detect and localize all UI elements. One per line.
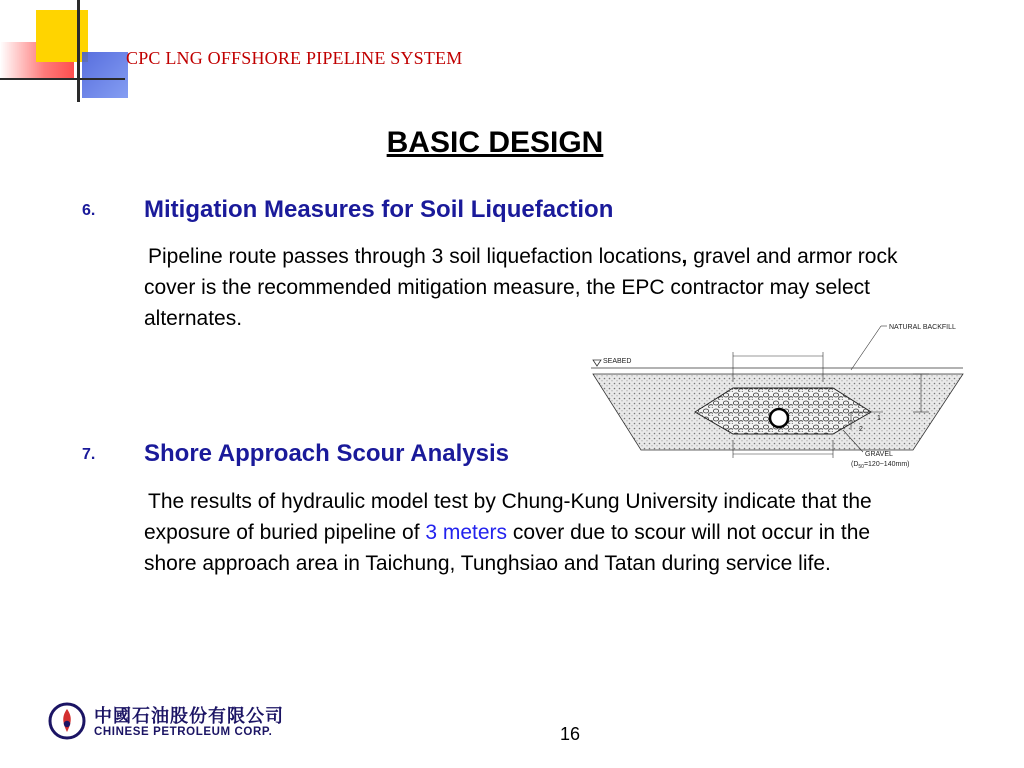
section-7-highlight: 3 meters: [425, 521, 508, 544]
company-logo: [48, 700, 284, 746]
slide-title-text: BASIC DESIGN: [386, 126, 604, 159]
cpc-emblem-icon: [48, 702, 86, 740]
slide-title: [0, 126, 990, 160]
section-7-heading: Shore Approach Scour Analysis: [144, 440, 509, 467]
gravel-label: GRAVEL: [865, 451, 893, 458]
slope-rise-label: 2: [859, 426, 863, 433]
section-7-number: 7.: [82, 446, 96, 463]
gravel-size-label: $(D_{50}=120\sim 140mm)$: [851, 461, 910, 470]
section-6-body-comma: ,: [681, 245, 688, 268]
pipe-circle: [770, 409, 788, 427]
logo-english-name: CHINESE PETROLEUM CORP.: [94, 726, 273, 738]
section-7-body: [144, 486, 904, 579]
decor-yellow-square: [36, 10, 88, 62]
section-7-body-c: cover due to scour will not occur in the shore approach area in Taichung, Tunghsiao and Tatan during service life.: [144, 521, 871, 575]
section-6-body-c: gravel and armor rock cover is the recommended mitigation measure, the EPC contractor may select alternates.: [144, 245, 898, 330]
section-6-body-a: Pipeline route passes through 3 soil liquefaction locations: [148, 245, 682, 268]
section-6-number: 6.: [82, 202, 96, 219]
page-number: 16: [560, 724, 581, 744]
backfill-label: NATURAL BACKFILL: [889, 324, 956, 331]
seabed-marker: [593, 360, 601, 366]
trench-cross-section-diagram: [583, 312, 975, 474]
slope-run-label: 1: [877, 415, 881, 422]
decor-horizontal-line: [0, 78, 125, 80]
seabed-label: SEABED: [603, 358, 632, 365]
header-title: CPC LNG OFFSHORE PIPELINE SYSTEM: [126, 48, 463, 68]
decor-blue-square: [82, 52, 128, 98]
logo-chinese-name: 中國石油股份有限公司: [94, 706, 284, 727]
section-6-heading: Mitigation Measures for Soil Liquefaction: [144, 196, 614, 223]
section-7-body-a: The results of hydraulic model test by Chung-Kung University indicate that the exposure of buried pipeline of: [144, 490, 872, 544]
decor-vertical-line: [77, 0, 80, 102]
